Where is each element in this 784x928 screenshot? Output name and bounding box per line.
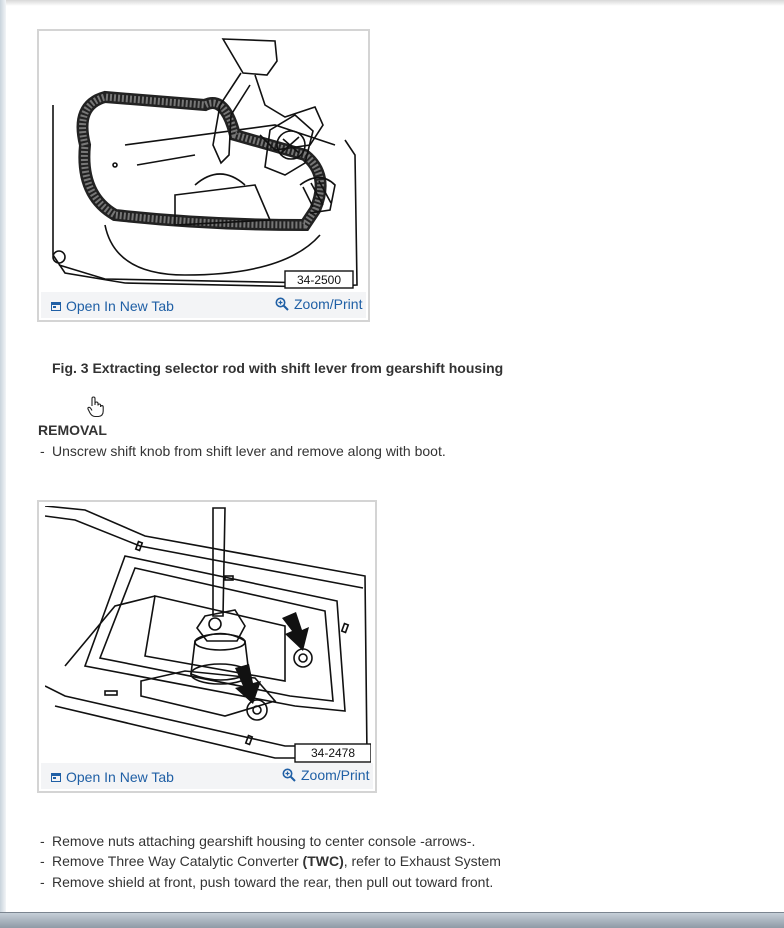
zoom-print-link[interactable] [275, 296, 362, 312]
hand-cursor-icon [87, 396, 105, 418]
zoom-print-link[interactable] [282, 767, 369, 783]
figure-1-illustration[interactable] [45, 35, 364, 293]
window-bottom-border [0, 912, 784, 928]
open-in-new-tab-link[interactable] [51, 769, 174, 785]
open-in-new-tab-link[interactable] [51, 298, 174, 314]
zoom-print-label: Zoom/Print [301, 767, 370, 783]
figure-2-illustration[interactable] [45, 506, 371, 768]
open-tab-icon [51, 302, 61, 311]
zoom-icon [282, 768, 296, 782]
step-remove-shield [40, 874, 493, 890]
step-remove-nuts [40, 833, 475, 849]
removal-heading: REMOVAL [38, 422, 107, 438]
figure-1-toolbar [41, 292, 366, 318]
open-in-new-tab-label: Open In New Tab [66, 298, 174, 314]
removal-step-1 [40, 443, 446, 459]
figure-1-caption: Fig. 3 Extracting selector rod with shift lever from gearshift housing [52, 360, 504, 376]
figure-2-number: 34-2478 [310, 746, 356, 760]
figure-2 [37, 500, 377, 793]
step-remove-twc [40, 853, 501, 869]
open-tab-icon [51, 773, 61, 782]
step-remove-twc-ref: , refer to Exhaust System [343, 853, 501, 869]
figure-2-toolbar [41, 763, 373, 789]
removal-step-1-text: Unscrew shift knob from shift lever and remove along with boot. [52, 443, 446, 459]
step-remove-twc-text: Remove Three Way Catalytic Converter [52, 853, 303, 869]
figure-1 [37, 29, 370, 322]
bullet-dash: - [40, 833, 45, 849]
step-remove-nuts-text: Remove nuts attaching gearshift housing to center console -arrows-. [52, 833, 476, 849]
arrow-icon [282, 612, 309, 651]
bullet-dash: - [40, 853, 45, 869]
figure-1-number: 34-2500 [296, 273, 342, 287]
zoom-print-label: Zoom/Print [294, 296, 363, 312]
top-shadow [0, 0, 784, 6]
zoom-icon [275, 297, 289, 311]
window-edge [0, 0, 6, 927]
step-remove-shield-text: Remove shield at front, push toward the rear, then pull out toward front. [52, 874, 494, 890]
bullet-dash: - [40, 443, 45, 459]
bullet-dash: - [40, 874, 45, 890]
open-in-new-tab-label: Open In New Tab [66, 769, 174, 785]
twc-abbrev: (TWC) [302, 853, 344, 869]
